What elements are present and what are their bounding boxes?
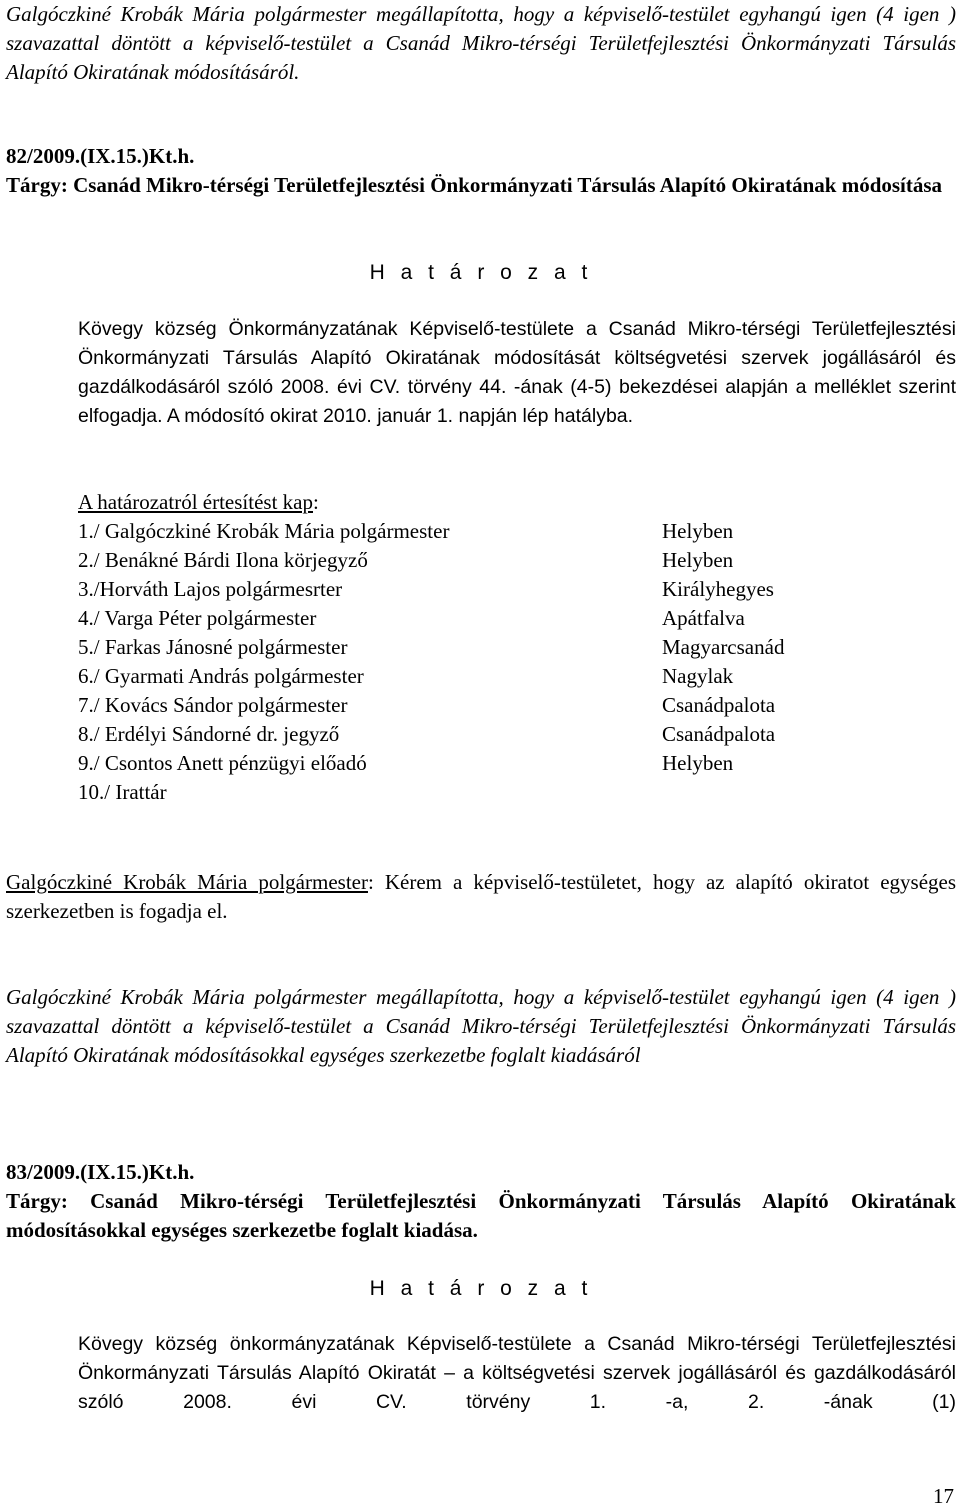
recipient-place: Helyben: [662, 751, 734, 775]
intro-text-1: Galgóczkiné Krobák Mária polgármester megállapította, hogy a képviselő-testület egyhangú igen (4 igen ) szavazattal döntött a képviselő-testület a Csanád Mikro-térségi Területfejlesztési Önkormányzati Társulás Alapító Okiratának módosításáról.: [6, 2, 956, 84]
recipient-row: [78, 662, 960, 691]
recipient-name: 9./ Csontos Anett pénzügyi előadó: [78, 751, 367, 775]
recipient-name: 8./ Erdélyi Sándorné dr. jegyző: [78, 722, 340, 746]
recipient-name: 4./ Varga Péter polgármester: [78, 606, 317, 630]
resolution-82-body-block: [6, 315, 960, 431]
recipient-place: Királyhegyes: [662, 577, 774, 601]
intro-paragraph-2: [6, 983, 956, 1070]
resolution-83-number-block: [6, 1158, 194, 1187]
recipient-place: Nagylak: [662, 664, 734, 688]
resolution-82-subject: Tárgy: Csanád Mikro-térségi Területfejlesztési Önkormányzati Társulás Alapító Okiratának módosítása: [6, 173, 943, 197]
recipient-name: 1./ Galgóczkiné Krobák Mária polgármester: [78, 519, 450, 543]
recipient-name: 6./ Gyarmati András polgármester: [78, 664, 364, 688]
notification-heading-suffix: :: [313, 490, 319, 514]
notification-block: [6, 488, 960, 807]
page-number: 17: [933, 1484, 954, 1508]
recipient-place: Magyarcsanád: [662, 635, 785, 659]
recipient-list: [78, 517, 960, 807]
recipient-place: Helyben: [662, 548, 734, 572]
recipient-row: [78, 633, 960, 662]
recipient-name: 3./Horváth Lajos polgármesrter: [78, 577, 343, 601]
recipient-row: [78, 720, 960, 749]
recipient-row: [78, 517, 960, 546]
resolution-83-body-block: [6, 1330, 960, 1417]
resolution-83-subject-block: [6, 1187, 956, 1245]
speech-paragraph: [6, 868, 956, 926]
notification-heading: [78, 488, 960, 517]
recipient-row: [78, 575, 960, 604]
resolution-83-heading: H a t á r o z a t: [369, 1277, 593, 1300]
intro-paragraph-1: [6, 0, 956, 87]
speech-content: : Kérem a képviselő-testületet, hogy az alapító okiratot egységes szerkezetben is fogadja el.: [6, 870, 957, 923]
recipient-row: [78, 778, 960, 807]
intro-text-2: Galgóczkiné Krobák Mária polgármester megállapította, hogy a képviselő-testület egyhangú igen (4 igen ) szavazattal döntött a képviselő-testület a Csanád Mikro-térségi Területfejlesztési Önkormányzati Társulás Alapító Okiratának módosításokkal egységes szerkezetbe foglalt kiadásáról: [6, 985, 956, 1067]
recipient-name: 2./ Benákné Bárdi Ilona körjegyző: [78, 548, 368, 572]
resolution-82-heading-block: [6, 258, 956, 287]
resolution-83-number: 83/2009.(IX.15.)Kt.h.: [6, 1160, 195, 1184]
recipient-row: [78, 546, 960, 575]
resolution-82-number-block: [6, 142, 194, 171]
recipient-place: Helyben: [662, 519, 734, 543]
recipient-place: [662, 778, 960, 807]
resolution-83-subject: Tárgy: Csanád Mikro-térségi Területfejlesztési Önkormányzati Társulás Alapító Okiratának módosításokkal egységes szerkezetbe foglalt kiadása.: [6, 1189, 956, 1242]
notification-heading-text: A határozatról értesítést kap: [78, 490, 313, 514]
speech-text: [6, 868, 956, 926]
recipient-row: [78, 749, 960, 778]
resolution-83-body: Kövegy község önkormányzatának Képviselő-testülete a Csanád Mikro-térségi Területfejlesztési Önkormányzati Társulás Alapító Okiratát – a költségvetési szervek jogállásáról és gazdálkodásáról szóló 2008. évi CV. törvény 1. -a, 2. -ának (1): [78, 1333, 956, 1413]
resolution-82-heading: H a t á r o z a t: [369, 261, 593, 284]
resolution-82-body: Kövegy község Önkormányzatának Képviselő-testülete a Csanád Mikro-térségi Területfejlesztési Önkormányzati Társulás Alapító Okiratának módosítását költségvetési szervek jogállásáról és gazdálkodásáról szóló 2008. évi CV. törvény 44. -ának (4-5) bekezdései alapján a melléklet szerint elfogadja. A módosító okirat 2010. január 1. napján lép hatályba.: [78, 318, 956, 427]
recipient-place: Csanádpalota: [662, 722, 776, 746]
recipient-place: Csanádpalota: [662, 693, 776, 717]
recipient-name: 5./ Farkas Jánosné polgármester: [78, 635, 348, 659]
resolution-82-number: 82/2009.(IX.15.)Kt.h.: [6, 144, 195, 168]
recipient-name: 7./ Kovács Sándor polgármester: [78, 693, 348, 717]
resolution-83-heading-block: [6, 1274, 956, 1303]
recipient-name: 10./ Irattár: [78, 780, 167, 804]
resolution-82-subject-block: [6, 171, 956, 200]
recipient-place: Apátfalva: [662, 606, 745, 630]
recipient-row: [78, 691, 960, 720]
recipient-row: [78, 604, 960, 633]
speech-speaker: Galgóczkiné Krobák Mária polgármester: [6, 870, 368, 894]
